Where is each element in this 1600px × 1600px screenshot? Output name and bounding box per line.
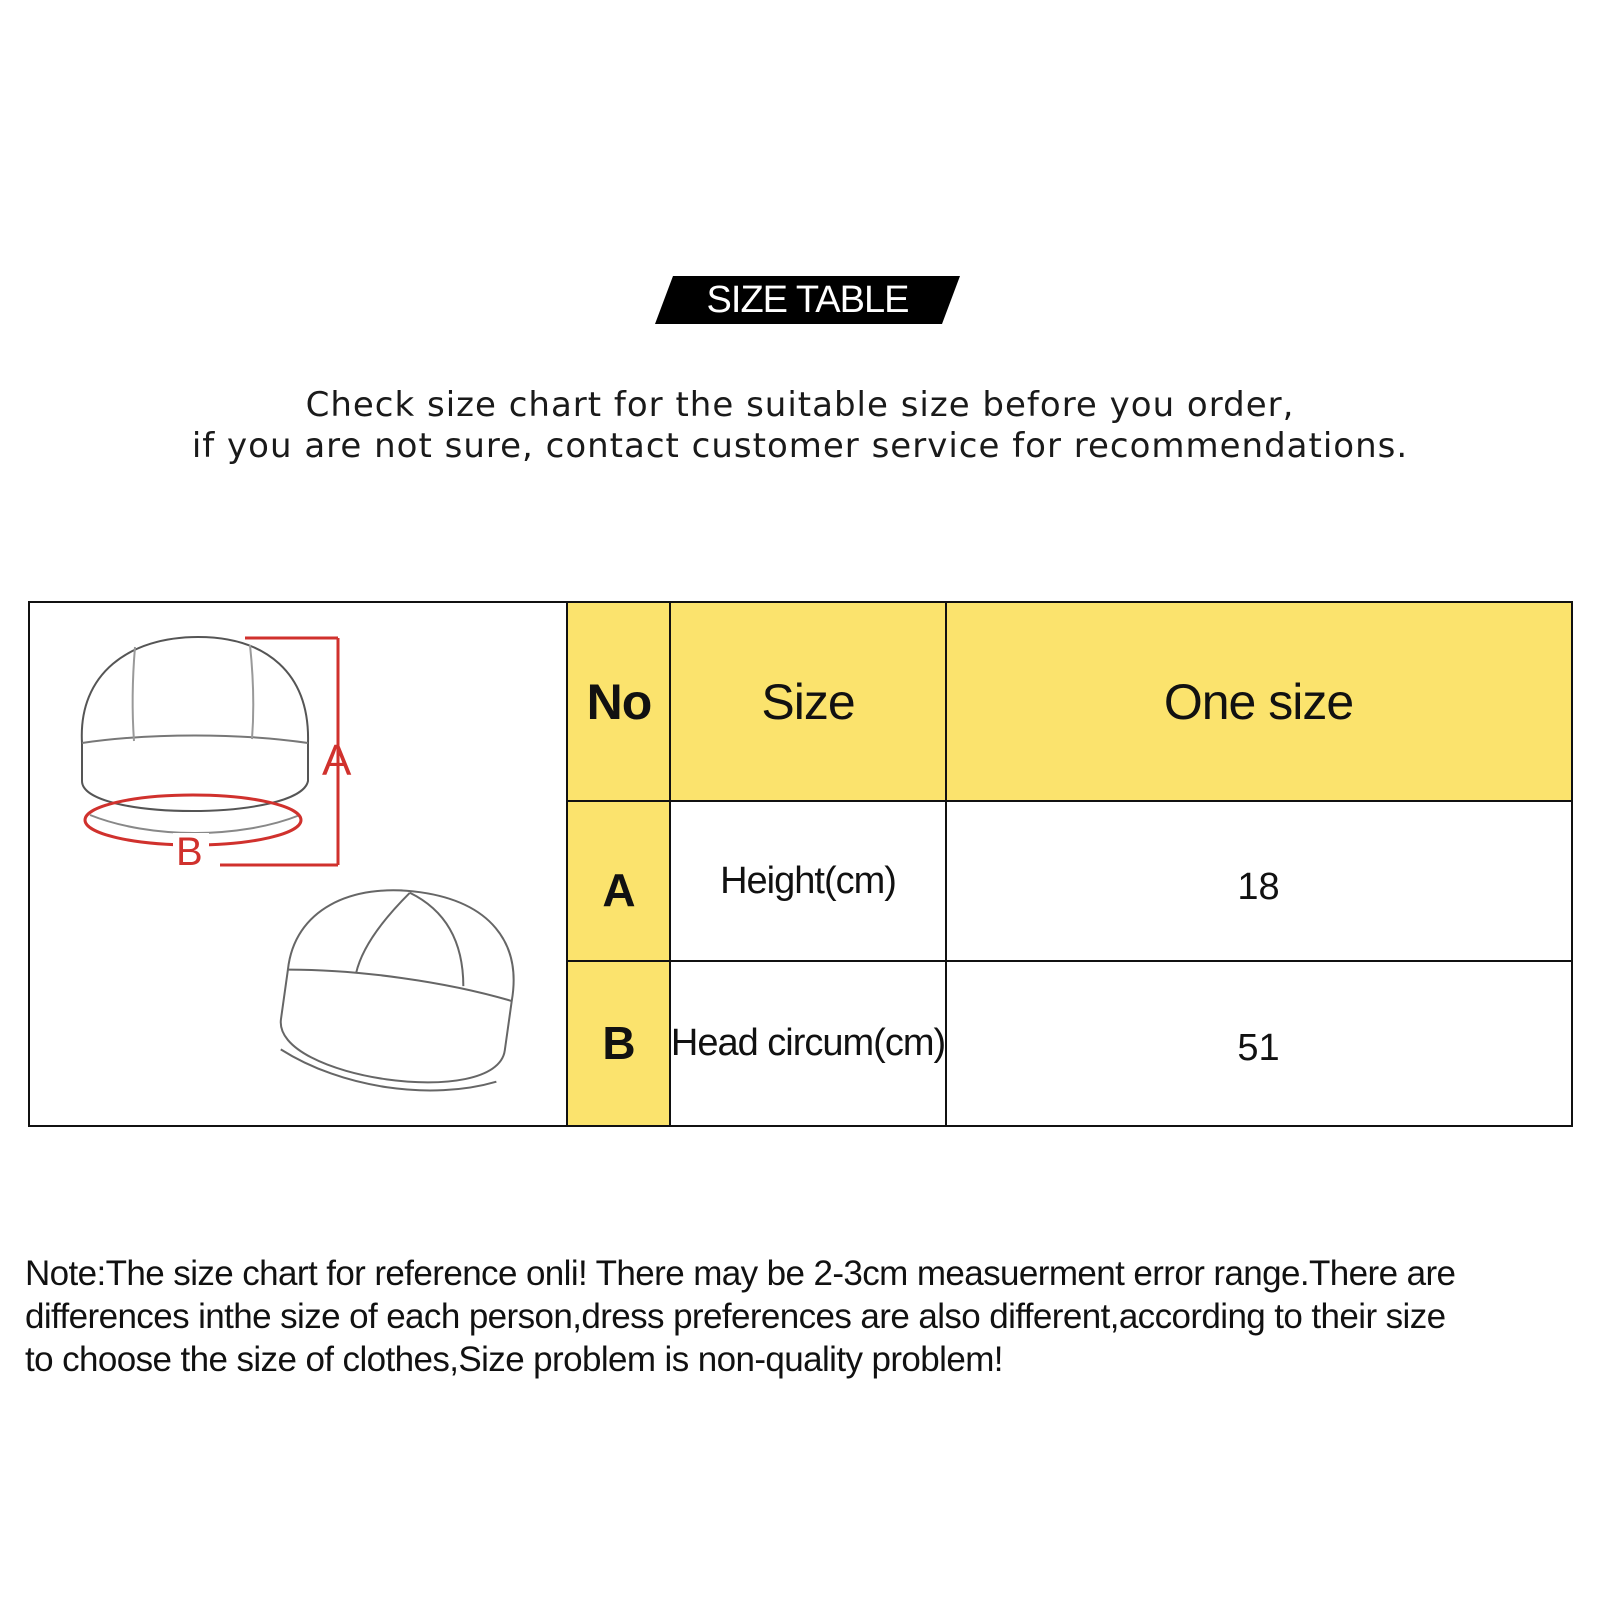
note-line-2: differences inthe size of each person,dress preferences are also different,according to their size bbox=[25, 1297, 1446, 1336]
page-title: SIZE TABLE bbox=[706, 279, 909, 321]
row-b-no: B bbox=[602, 1017, 636, 1069]
header-one-size: One size bbox=[1163, 674, 1354, 730]
note-line-1: Note:The size chart for reference onli! There may be 2-3cm measuerment error range.There are bbox=[25, 1254, 1456, 1293]
divider-header bbox=[568, 800, 1571, 802]
divider-diagram bbox=[566, 603, 568, 1125]
size-note bbox=[25, 1252, 1585, 1381]
row-b-label: Head circum(cm) bbox=[670, 1021, 946, 1064]
divider-size bbox=[945, 603, 947, 1125]
row-a-no: A bbox=[602, 864, 636, 916]
intro-line-1: Check size chart for the suitable size before you order, bbox=[305, 385, 1295, 425]
size-table-title-banner bbox=[655, 276, 960, 324]
row-b-value: 51 bbox=[1237, 1026, 1280, 1069]
note-line-3: to choose the size of clothes,Size problem is non-quality problem! bbox=[25, 1340, 1003, 1379]
measure-label-b: B bbox=[176, 830, 203, 874]
measure-label-a: A bbox=[322, 736, 352, 785]
row-a-label: Height(cm) bbox=[720, 859, 896, 902]
divider-row-a bbox=[568, 960, 1571, 962]
header-size: Size bbox=[761, 674, 855, 730]
header-no: No bbox=[586, 674, 652, 730]
size-table bbox=[28, 601, 1573, 1127]
hat-back-illustration bbox=[274, 875, 525, 1102]
divider-no bbox=[669, 603, 671, 1125]
hat-diagram-cell bbox=[30, 603, 568, 1125]
intro-line-2: if you are not sure, contact customer service for recommendations. bbox=[191, 426, 1409, 466]
size-grid bbox=[568, 603, 1571, 1125]
intro-text bbox=[0, 385, 1600, 467]
hat-diagram bbox=[30, 603, 568, 1125]
row-a-value: 18 bbox=[1237, 865, 1280, 908]
